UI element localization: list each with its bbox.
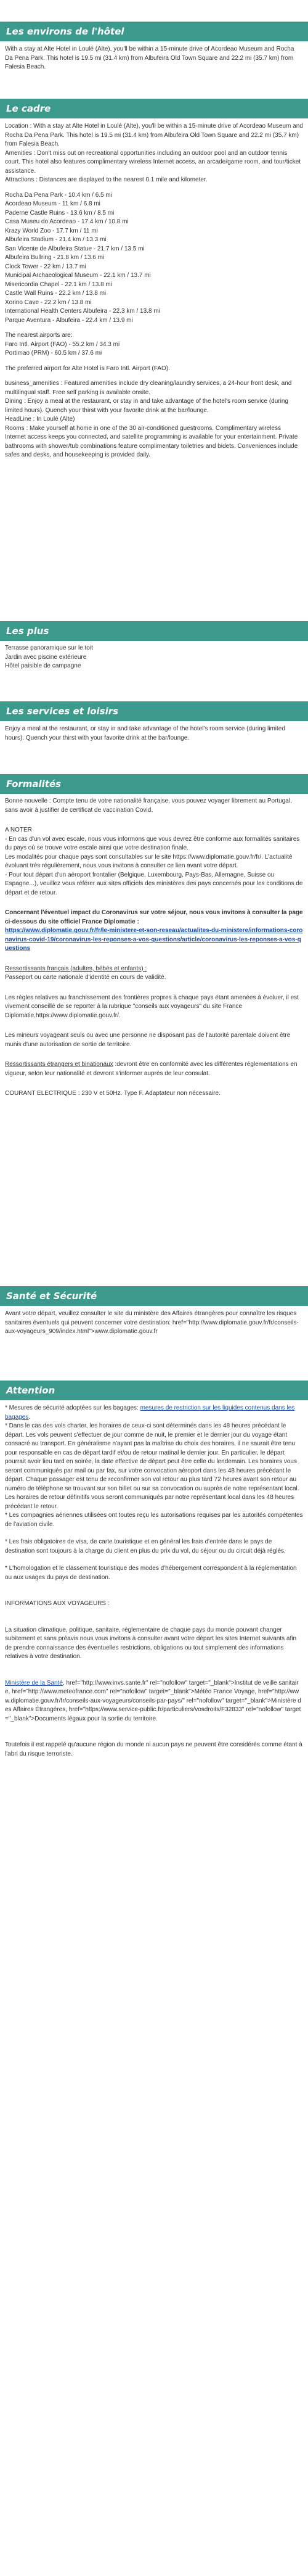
courant-electrique: COURANT ELECTRIQUE : 230 V et 50Hz. Type F. Adaptateur non nécessaire. (5, 1090, 221, 1097)
anoter-escale: - En cas d'un vol avec escale, nous vous informons que vous devrez être conforme aux formalités sanitaires du pays où se trouve votre escale ainsi que votre destination finale. (5, 835, 300, 851)
services-paragraph: Enjoy a meal at the restaurant, or stay in and take advantage of the hotel's room service (during limited hours). Quench your thirst with your favorite drink at the bar/lounge. (5, 725, 285, 741)
attention-text (5, 1404, 303, 1759)
cadre-location: Location : With a stay at Alte Hotel in Loulé (Alte), you'll be within a 15-minute drive of Acordeao Museum and Rocha Da Pena Park. This hotel is 19.5 mi (31.4 km) from Albufeira Old Town Square and 22.2 mi (35.7 km) from Falesia Beach. (5, 123, 303, 147)
section-title-environs: Les environs de l'hôtel (0, 22, 308, 41)
info-voyageurs-title: INFORMATIONS AUX VOYAGEURS : (5, 1600, 110, 1607)
plus-list (5, 644, 303, 671)
compagnies-aeriennes: * Les compagnies aériennes utilisées ont toutes reçu les autorisations requises par les autorités compétentes de l'aviation civile. (5, 1512, 303, 1528)
mesures-restriction-link[interactable]: mesures de restriction sur les liquides contenus dans les bagages (5, 1405, 295, 1421)
ressortissants-francais-title: Ressortissants français (adultes, bébés et enfants) : (5, 965, 147, 972)
airport-item: Portimao (PRM) - 60.5 km / 37.6 mi (5, 350, 102, 357)
services-text (5, 725, 303, 743)
place-item: Krazy World Zoo - 17.7 km / 11 mi (5, 227, 98, 234)
plus-item: Hôtel paisible de campagne (5, 663, 81, 669)
headline: HeadLine : In Loulé (Alte) (5, 416, 75, 423)
formalites-text (5, 797, 303, 1099)
section-title-services: Les services et loisirs (0, 701, 308, 721)
mesures-suffix: . (28, 1413, 31, 1421)
etrangers-text: :devront être en conformité avec les différentes réglementations en vigueur, selon leur nationalité et devront s'informer auprès de leur consulat. (5, 1061, 298, 1077)
place-item: Parque Aventura - Albufeira - 22.4 km / 13.9 mi (5, 316, 133, 324)
plus-item: Jardin avec piscine extérieure (5, 653, 87, 661)
place-item: Municipal Archaeological Museum - 22.1 km / 13.7 mi (5, 272, 151, 279)
environs-text (5, 45, 303, 72)
situation-paragraph: La situation climatique, politique, sanitaire, réglementaire de chaque pays du monde pouvant changer subitement et sans préavis nous vous invitons à consulter avant votre départ les sites Internet suivants afin de prendre connaissance des éventuelles restrictions, obligations ou tout simplement des informations relatives à votre destination. (5, 1626, 297, 1660)
place-item: Paderne Castle Ruins - 13.6 km / 8.5 mi (5, 209, 115, 217)
homologation: * L'homologation et le classement touristique des modes d'hébergement correspondent à la réglementation ou aux usages du pays de destination. (5, 1565, 297, 1581)
anoter-title: A NOTER (5, 827, 32, 833)
cadre-text (5, 122, 303, 460)
section-title-cadre: Le cadre (0, 99, 308, 118)
mineurs-text: Les mineurs voyageant seuls ou avec une personne ne disposant pas de l'autorité parentale doivent être munis d'une autorisation de sortie de territoire. (5, 1032, 291, 1048)
toutefois-paragraph: Toutefois il est rappelé qu'aucune région du monde ni aucun pays ne peuvent être considérés comme étant à l'abri du risque terroriste. (5, 1741, 302, 1757)
place-item: Albufeira Stadium - 21.4 km / 13.3 mi (5, 236, 107, 243)
diplomatie-coronavirus-link[interactable]: https://www.diplomatie.gouv.fr/fr/le-ministere-et-son-reseau/actualites-du-ministere/informations-coronavirus-covid-19/coronavirus-les-reponses-a-vos-questions/article/coronavirus-les-reponses-a-vos-questions (5, 927, 303, 952)
section-title-formalites: Formalités (0, 774, 308, 794)
cadre-amenities: Amenities : Don't miss out on recreational opportunities including an outdoor pool and an outdoor tennis court. This hotel also features complimentary wireless Internet access, an arcade/game room, and tour/ticket assistance. (5, 149, 301, 175)
concernant-coronavirus: Concernant l'éventuel impact du Coronavirus sur votre séjour, nous vous invitons à consulter la page ci-dessous du site officiel France Diplomatie : (5, 909, 303, 925)
anoter-modalites: Les modalités pour chaque pays sont consultables sur le site https://www.diplomatie.gouv.fr/fr/. L'actualité évoluant très régulièrement, nous vous invitons à consulter ce lien avant votre départ. (5, 853, 293, 869)
ressortissants-francais-text: Passeport ou carte nationale d'identité en cours de validité. (5, 974, 166, 981)
place-item: International Health Centers Albufeira - 22.3 km / 13.8 mi (5, 308, 160, 315)
business-amenities: business_amenities : Featured amenities include dry cleaning/laundry services, a 24-hour front desk, and multilingual staff. Free self parking is available onsite. (5, 380, 292, 396)
environs-paragraph: With a stay at Alte Hotel in Loulé (Alte), you'll be within a 15-minute drive of Acordeao Museum and Rocha Da Pena Park. This hotel is 19.5 mi (31.4 km) from Albufeira Old Town Square and 22.2 mi (35.7 km) from Falesia Beach. (5, 46, 294, 70)
place-item: Rocha Da Pena Park - 10.4 km / 6.5 mi (5, 191, 112, 199)
place-item: Casa Museu do Acordeao - 17.4 km / 10.8 mi (5, 218, 129, 225)
place-item: Castle Wall Ruins - 22.2 km / 13.8 mi (5, 290, 107, 297)
plus-item: Terrasse panoramique sur le toit (5, 645, 93, 651)
formalites-intro: Bonne nouvelle : Compte tenu de votre nationalité française, vous pouvez voyager librement au Portugal, sans avoir à justifier de certificat de vaccination Covid. (5, 798, 292, 814)
place-item: Misericordia Chapel - 22.1 km / 13.8 mi (5, 281, 112, 288)
mesures-securite (5, 1404, 303, 1422)
mesures-prefix: * Mesures de sécurité adoptées sur les bagages: (5, 1405, 140, 1411)
rooms: Rooms : Make yourself at home in one of the 30 air-conditioned guestrooms. Complimentary wireless Internet access keeps you connected, and satellite programming is available for your entertainment. Private bathrooms with shower/tub combinations feature complimentary toiletries and bidets. Conveniences include safes and desks, and housekeeping is provided daily. (5, 424, 298, 458)
etrangers-title: Ressortissants étrangers et binationaux (5, 1061, 113, 1068)
cadre-attractions: Attractions : Distances are displayed to the nearest 0.1 mile and kilometer. (5, 176, 208, 183)
place-item: Albufeira Bullring - 21.8 km / 13.6 mi (5, 254, 105, 261)
section-title-attention: Attention (0, 1381, 308, 1400)
place-item: Xorino Cave - 22.2 km / 13.8 mi (5, 299, 92, 306)
place-item: Clock Tower - 22 km / 13.7 mi (5, 263, 86, 270)
preferred-airport: The preferred airport for Alte Hotel is Faro Intl. Airport (FAO). (5, 365, 170, 372)
regles-frontieres: Les règles relatives au franchissement des frontières propres à chaque pays étant amenées à évoluer, il est vivement conseillé de se reporter à la rubrique "conseils aux voyageurs" du site France Diplomatie,https://www.diplomatie.gouv.fr/. (5, 994, 299, 1019)
dining: Dining : Enjoy a meal at the restaurant, or stay in and take advantage of the hotel's room service (during limited hours). Quench your thirst with your favorite drink at the bar/lounge. (5, 398, 288, 414)
airports-title: The nearest airports are: (5, 332, 73, 339)
section-title-plus: Les plus (0, 621, 308, 641)
section-title-sante: Santé et Sécurité (0, 1286, 308, 1306)
anoter-frontalier: - Pour tout départ d'un aéroport frontalier (Belgique, Luxembourg, Pays-Bas, Allemagne, Suisse ou Espagne...), veuillez vous référer aux sites officiels des ministères des pays concernés pour les conditions de départ et de retour. (5, 871, 303, 896)
place-item: San Vicente de Albufeira Statue - 21.7 km / 13.5 mi (5, 245, 145, 252)
sante-paragraph: Avant votre départ, veuillez consulter le site du ministère des Affaires étrangères pour connaître les risques sanitaires éventuels qui peuvent concerner votre destination: href="http://www.diplomatie.gouv.fr/fr/conseils-aux-voyageurs_909/index.html">www.diplomatie.gouv.fr (5, 1310, 299, 1335)
ministere-paragraph (5, 1679, 303, 1724)
ministere-sante-link[interactable]: Ministère de la Santé (5, 1679, 63, 1686)
ministere-rest: , href="http://www.invs.sante.fr" rel="nofollow" target="_blank">Institut de veille sanitaire, href="http://www.meteofrance.com" rel="nofollow" target="_blank">Météo France Voyage, href="http://www.diplomatie.gouv.fr/fr/conseils-aux-voyageurs/conseils-par-pays/" rel="nofollow" target="_blank">Ministère des Affaires Étrangères, href="https://www.service-public.fr/particuliers/vosdroits/F32833" rel="nofollow" target="_blank">Documents légaux pour la sortie du territoire. (5, 1679, 301, 1722)
etrangers-paragraph (5, 1060, 303, 1078)
airport-item: Faro Intl. Airport (FAO) - 55.2 km / 34.3 mi (5, 341, 120, 348)
sante-text (5, 1310, 303, 1337)
vols-charter: * Dans le cas des vols charter, les horaires de ceux-ci sont déterminés dans les 48 heures précédant le départ. Les vols peuvent s'effectuer de jour comme de nuit, le premier et le dernier jour du voyage étant consacré au transport. En généralisme n'ayant pas la maîtrise du choix des horaires, il ne saurait être tenu pour responsable en cas de départ tardif et/ou de retour matinal le dernier jour. En particulier, le départ pourrait avoir lieu tard en soirée, la date effective de départ peut être celle du lendemain. Les horaires vous seront communiqués par mail ou par fax, sur votre convocation aéroport dans les 48 heures précédant le départ. Chaque passager est tenu de reconfirmer son vol retour au plus tard 72 heures avant son retour au numéro de téléphone se trouvant sur son billet ou sur sa convocation ou auprès de notre représentant local. Les horaires de retour définitifs vous seront communiqués par notre représentant local dans les 48 heures précédant le retour. (5, 1422, 299, 1510)
frais-obligatoires: * Les frais obligatoires de visa, de carte touristique et en général les frais d'entrée dans le pays de destination sont toujours à la charge du client en plus du prix du vol, du séjour ou du circuit déjà réglés. (5, 1538, 286, 1554)
place-item: Acordeao Museum - 11 km / 6.8 mi (5, 200, 100, 207)
